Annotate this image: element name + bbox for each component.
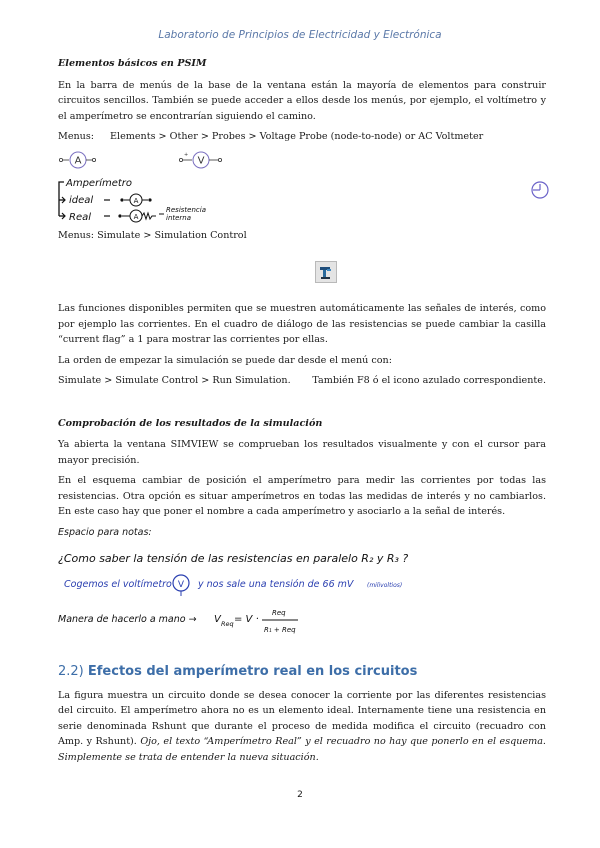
ammeter-letter: A (74, 155, 82, 166)
svg-text:A: A (133, 212, 139, 221)
paragraph-start-order: La orden de empezar la simulación se puede dar desde el menú con: (58, 354, 392, 366)
page-header: Laboratorio de Principios de Electricidad y Electrónica (158, 29, 442, 41)
section-title-check: Comprobación de los resultados de la simulación (58, 417, 323, 429)
run-simulation-line (58, 373, 546, 389)
notes-line3c: Req (221, 620, 234, 628)
simulation-control-button-icon (315, 261, 337, 283)
page-content (58, 52, 546, 770)
handwritten-notes-drawing (58, 540, 546, 646)
sketch-ideal: ideal (69, 194, 94, 206)
run-simulation-alternative: También F8 ó el icono azulado correspondiente. (312, 375, 546, 386)
voltmeter-symbol-icon (178, 150, 224, 168)
sketch-title: Amperímetro (66, 177, 133, 189)
notes-line1: ¿Como saber la tensión de las resistencias en paralelo R₂ y R₃ ? (58, 552, 409, 565)
paragraph-simview: Ya abierta la ventana SIMVIEW se comprueban los resultados visualmente y con el cursor para mayor precisión. (58, 439, 546, 466)
svg-text:A: A (133, 196, 139, 205)
paragraph-intro: En la barra de menús de la base de la ventana están la mayoría de elementos para construir circuitos sencillos. También se puede acceder a ellos desde los menús, por ejemplo, el voltímetro y el amperímetro se encontrarían siguiendo el camino. (58, 79, 546, 122)
notes-line3b: V (214, 614, 221, 625)
menus-path-line (58, 129, 546, 145)
section-title-psim: Elementos básicos en PSIM (58, 58, 207, 69)
menus-label: Menus: (58, 131, 95, 142)
section-heading-real-ammeter (58, 664, 546, 680)
paragraph-real-ammeter (58, 688, 546, 766)
notes-line2b: y nos sale una tensión de 66 mV (198, 579, 354, 590)
run-simulation-path: Simulate > Simulate Control > Run Simulation. (58, 375, 291, 386)
notes-line3a: Manera de hacerlo a mano → (58, 614, 197, 625)
section-number: 2.2) (58, 664, 84, 679)
ammeter-symbol-icon (58, 150, 98, 168)
svg-text:+: + (184, 151, 189, 158)
page-number: 2 (297, 790, 303, 800)
handwritten-ammeter-sketch (58, 176, 546, 228)
paragraph-real-ammeter-note: Ojo, el texto “Amperímetro Real” y el recuadro no hay que ponerlo en el esquema. Simplemente se trata de entender la nueva situación. (58, 736, 546, 763)
section-heading-text: Efectos del amperímetro real en los circuitos (87, 664, 418, 679)
sketch-real: Real (69, 211, 92, 223)
paragraph-functions: Las funciones disponibles permiten que se muestren automáticamente las señales de interés, como por ejemplo las corrientes. En el cuadro de diálogo de las resistencias se puede cambiar la casilla “current flag” a 1 para mostrar las corrientes por ellas. (58, 303, 546, 345)
voltmeter-letter: V (197, 155, 205, 166)
menus-simulation-line: Menus: Simulate > Simulation Control (58, 229, 247, 241)
ammeter-sketch-drawing (58, 176, 258, 228)
notes-line2a: Cogemos el voltímetro (64, 579, 172, 590)
sketch-interna: interna (166, 213, 192, 222)
notes-frac-num: Req (272, 609, 286, 617)
paragraph-real-ammeter-text: La figura muestra un circuito donde se desea conocer la corriente por las diferentes resistencias del circuito. El amperímetro ahora no es un elemento ideal. Internamente tiene una resistencia en serie denominada Rshunt que durante el proceso de medida modifica el circuito (recuadro con Amp. y Rshunt). (58, 689, 546, 747)
paragraph-ammeter-position: En el esquema cambiar de posición el amperímetro para medir las corrientes por todas las resistencias. Otra opción es situar amperímetros en todas las medidas de interés y no cambiarlos. En este caso hay que poner el nombre a cada amperímetro y asociarlo a la señal de interés. (58, 475, 546, 517)
meter-symbols (58, 150, 546, 176)
menus-path: Elements > Other > Probes > Voltage Probe (node-to-node) or AC Voltmeter (110, 131, 484, 142)
notes-label: Espacio para notas: (58, 526, 152, 538)
sketch-resistencia: Resistencia (166, 205, 206, 214)
handwritten-notes (58, 540, 546, 646)
svg-text:V: V (177, 580, 185, 590)
notes-frac-den: R₁ + Req (264, 626, 296, 634)
notes-line2c: (milivoltios) (367, 582, 403, 589)
notes-line3d: = V · (234, 614, 259, 625)
clock-icon (530, 180, 550, 206)
